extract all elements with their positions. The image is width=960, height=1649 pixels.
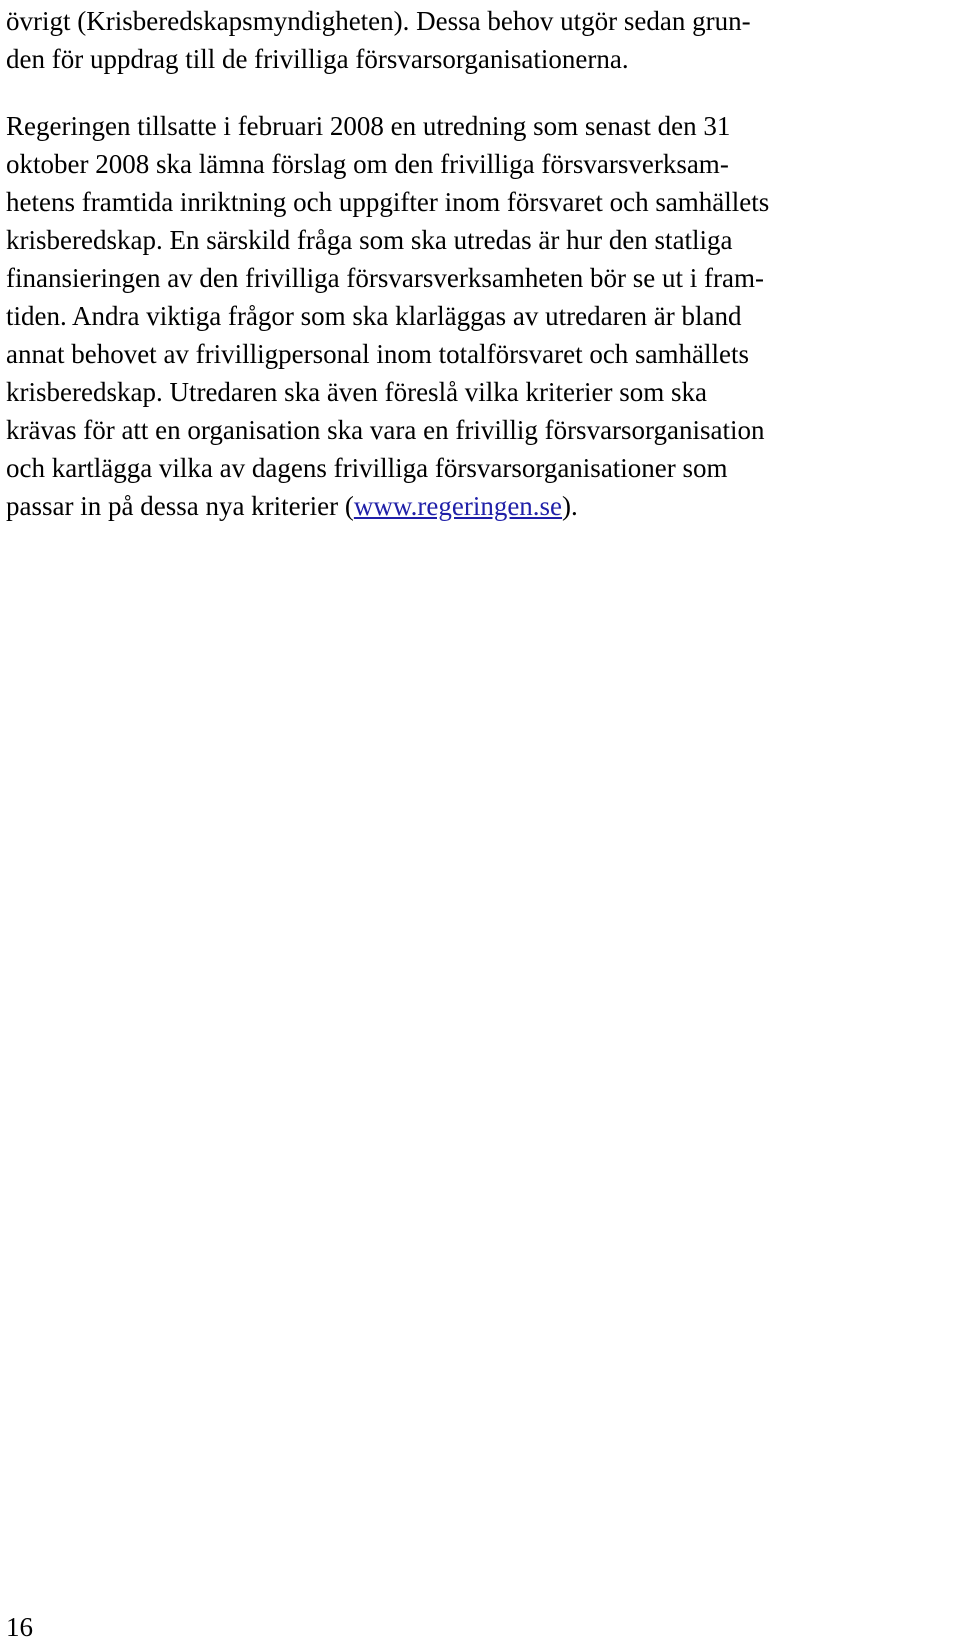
- text-line: oktober 2008 ska lämna förslag om den frivilliga försvarsverksam-: [6, 149, 729, 179]
- text-line: krävas för att en organisation ska vara en frivillig försvarsorganisation: [6, 415, 765, 445]
- text-line: hetens framtida inriktning och uppgifter inom försvaret och samhällets: [6, 187, 770, 217]
- text-line: den för uppdrag till de frivilliga försvarsorganisationerna.: [6, 44, 629, 74]
- link-suffix-text: ).: [562, 491, 578, 521]
- text-line: finansieringen av den frivilliga försvarsverksamheten bör se ut i fram-: [6, 263, 764, 293]
- page-number: 16: [6, 1612, 33, 1642]
- paragraph-2: [6, 107, 769, 525]
- text-line: övrigt (Krisberedskapsmyndigheten). Dessa behov utgör sedan grun-: [6, 6, 751, 36]
- text-line: annat behovet av frivilligpersonal inom totalförsvaret och samhällets: [6, 339, 750, 369]
- regeringen-link[interactable]: www.regeringen.se: [353, 491, 563, 521]
- text-line: tiden. Andra viktiga frågor som ska klarläggas av utredaren är bland: [6, 301, 742, 331]
- text-line-with-link: [6, 487, 769, 525]
- text-line: krisberedskap. Utredaren ska även föreslå vilka kriterier som ska: [6, 377, 707, 407]
- paragraph-1: [6, 2, 751, 78]
- link-prefix-text: passar in på dessa nya kriterier (: [6, 491, 354, 521]
- text-line: krisberedskap. En särskild fråga som ska utredas är hur den statliga: [6, 225, 733, 255]
- text-line: och kartlägga vilka av dagens frivilliga försvarsorganisationer som: [6, 453, 728, 483]
- text-line: Regeringen tillsatte i februari 2008 en utredning som senast den 31: [6, 111, 731, 141]
